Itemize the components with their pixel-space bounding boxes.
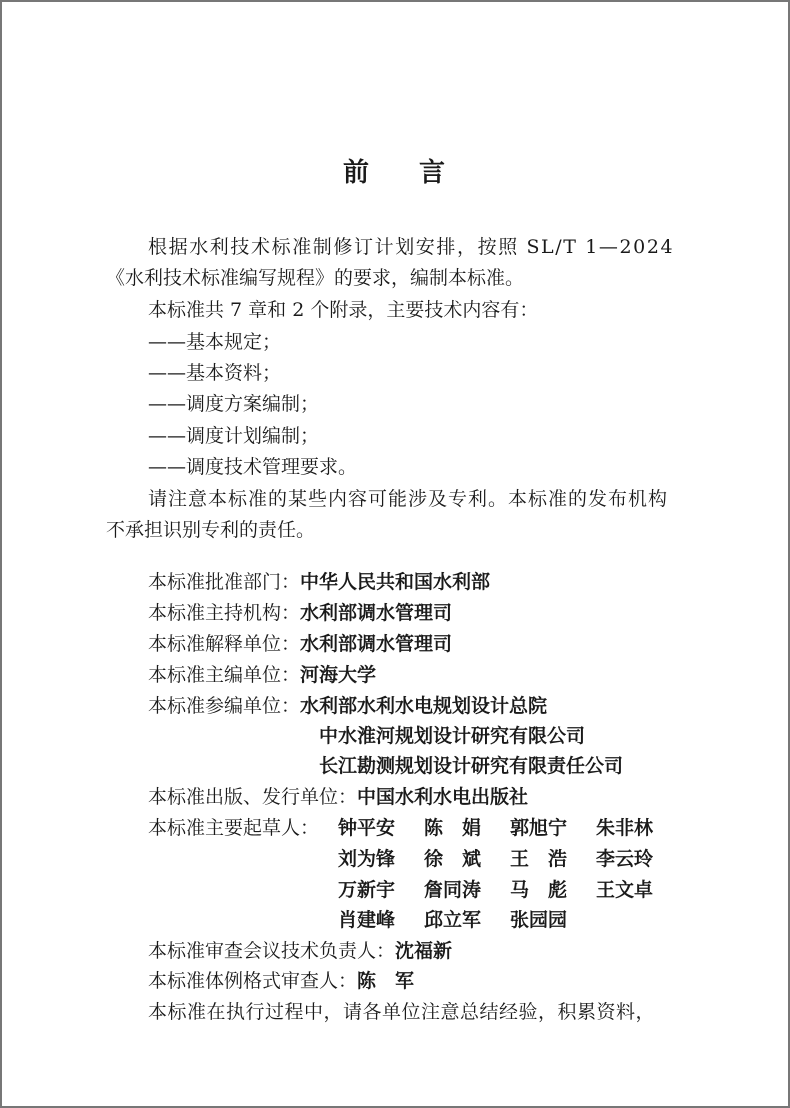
drafters-row [338, 847, 682, 871]
drafter-name: 肖建峰 [338, 909, 396, 931]
host-label: 本标准主持机构： [148, 602, 301, 624]
intro-line-1: 根据水利技术标准制修订计划安排，按照 SL/T 1—2024 [148, 236, 675, 258]
drafter-name: 马 彪 [510, 879, 568, 901]
drafters-row [338, 908, 596, 932]
participate-value-2: 中水淮河规划设计研究有限公司 [319, 725, 586, 747]
format-row [148, 969, 414, 993]
drafter-name: 万新宇 [338, 879, 396, 901]
drafters-row [338, 878, 682, 902]
interpret-row [148, 632, 452, 656]
publisher-label: 本标准出版、发行单位： [148, 786, 358, 808]
drafter-name: 朱非林 [596, 817, 654, 839]
intro-line-2: 《水利技术标准编写规程》的要求，编制本标准。 [106, 267, 525, 289]
page-title [2, 152, 788, 189]
participate-row [148, 694, 547, 718]
content-summary: 本标准共 7 章和 2 个附录，主要技术内容有： [148, 299, 539, 321]
participate-value-1: 水利部水利水电规划设计总院 [300, 695, 548, 717]
review-row [148, 939, 452, 963]
drafter-name: 张园园 [510, 909, 568, 931]
drafters-row [338, 816, 682, 840]
participate-label: 本标准参编单位： [148, 695, 301, 717]
patent-notice-line-2: 不承担识别专利的责任。 [106, 519, 316, 541]
format-label: 本标准体例格式审查人： [148, 970, 358, 992]
review-value: 沈福新 [395, 940, 453, 962]
drafter-name: 李云玲 [596, 848, 654, 870]
drafters-label: 本标准主要起草人： [148, 817, 320, 839]
publisher-row [148, 785, 528, 809]
drafter-name: 郭旭宁 [510, 817, 568, 839]
interpret-value: 水利部调水管理司 [300, 633, 453, 655]
patent-notice-line-1: 请注意本标准的某些内容可能涉及专利。本标准的发布机构 [148, 488, 669, 510]
host-row [148, 601, 452, 625]
drafter-name: 詹同涛 [424, 879, 482, 901]
drafter-name: 王文卓 [596, 879, 654, 901]
drafter-name: 徐 斌 [424, 848, 482, 870]
drafter-name: 陈 娟 [424, 817, 482, 839]
chief-label: 本标准主编单位： [148, 664, 301, 686]
chief-value: 河海大学 [300, 664, 377, 686]
participate-value-3: 长江勘测规划设计研究有限责任公司 [319, 755, 624, 777]
title-char-1: 前 [342, 158, 371, 188]
format-value: 陈 军 [357, 970, 415, 992]
approve-value: 中华人民共和国水利部 [300, 571, 491, 593]
list-item: ——基本资料； [148, 362, 282, 384]
drafter-name: 邱立军 [424, 909, 482, 931]
list-item: ——基本规定； [148, 331, 282, 353]
interpret-label: 本标准解释单位： [148, 633, 301, 655]
approve-row [148, 570, 490, 594]
publisher-value: 中国水利水电出版社 [357, 786, 529, 808]
host-value: 水利部调水管理司 [300, 602, 453, 624]
chief-row [148, 663, 376, 687]
drafter-name: 钟平安 [338, 817, 396, 839]
list-item: ——调度方案编制； [148, 393, 320, 415]
drafter-name: 刘为锋 [338, 848, 396, 870]
approve-label: 本标准批准部门： [148, 571, 301, 593]
drafter-name: 王 浩 [510, 848, 568, 870]
list-item: ——调度技术管理要求。 [148, 456, 358, 478]
closing-line: 本标准在执行过程中，请各单位注意总结经验，积累资料， [148, 1001, 656, 1023]
title-char-2: 言 [419, 158, 448, 188]
list-item: ——调度计划编制； [148, 425, 320, 447]
review-label: 本标准审查会议技术负责人： [148, 940, 396, 962]
